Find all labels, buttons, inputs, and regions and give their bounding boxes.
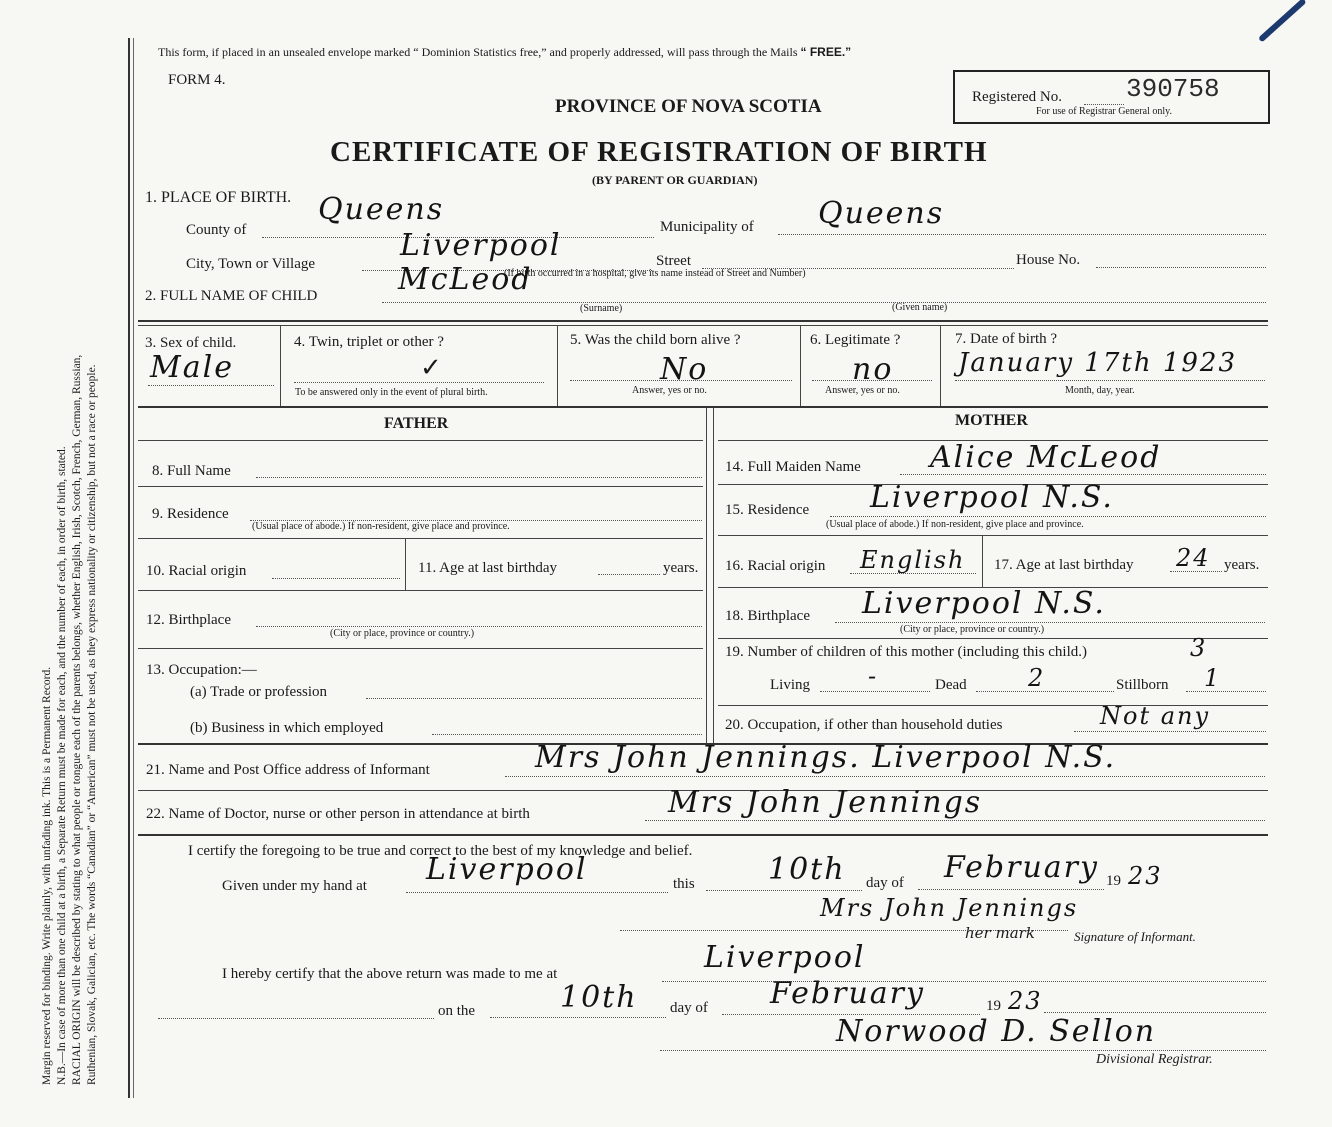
registrar-caption: Divisional Registrar. <box>1096 1052 1213 1067</box>
municipality-value: Queens <box>818 196 945 231</box>
living-label: Living <box>770 677 810 693</box>
father-trade-label: (a) Trade or profession <box>190 684 328 700</box>
page-title: CERTIFICATE OF REGISTRATION OF BIRTH <box>330 136 988 168</box>
side-notes <box>40 55 100 1085</box>
registrar-year-value: 23 <box>1008 987 1043 1015</box>
given-under-label: Given under my hand at <box>222 878 367 894</box>
informant-signature: Mrs John Jennings <box>820 894 1079 922</box>
dead-value: 2 <box>1028 664 1046 692</box>
mother-birthplace-caption: (City or place, province or country.) <box>900 624 1045 635</box>
binding-line-inner <box>133 38 134 1098</box>
margin-note: Margin reserved for binding. Write plainly, with unfading ink. This is a Permanent Record. <box>41 666 53 1085</box>
attendant-value: Mrs John Jennings <box>668 785 983 820</box>
registrar-year-prefix: 19 <box>986 998 1001 1014</box>
this-label: this <box>673 876 695 892</box>
mother-children-value: 3 <box>1190 634 1208 662</box>
informant-signature-caption: Signature of Informant. <box>1074 929 1196 944</box>
father-birthplace-label: 12. Birthplace <box>146 612 231 628</box>
father-age-unit: years. <box>663 560 699 576</box>
father-occupation-label: 13. Occupation:— <box>146 662 257 678</box>
attendant-label: 22. Name of Doctor, nurse or other person in attendance at birth <box>146 806 530 822</box>
informant-label: 21. Name and Post Office address of Informant <box>146 762 430 778</box>
mother-age-label: 17. Age at last birthday <box>994 557 1134 573</box>
house-no-label: House No. <box>1016 252 1081 268</box>
stillborn-label: Stillborn <box>1116 677 1169 693</box>
given-name-caption: (Given name) <box>892 302 948 313</box>
registrar-signature: Norwood D. Sellon <box>836 1014 1157 1049</box>
dob-caption: Month, day, year. <box>1065 385 1135 396</box>
racial-note-1: RACIAL ORIGIN will be described by stating to what people or tongue each of the parents belongs, whether English, Irish, Scotch, French, German, Russian, <box>71 354 83 1085</box>
certify-statement: I certify the foregoing to be true and correct to the best of my knowledge and belief. <box>188 843 693 859</box>
form-number: FORM 4. <box>168 72 226 88</box>
registrar-statement: I hereby certify that the above return was made to me at <box>222 966 558 982</box>
born-alive-label: 5. Was the child born alive ? <box>570 332 741 348</box>
born-alive-caption: Answer, yes or no. <box>632 385 707 396</box>
registrar-month-value: February <box>770 976 925 1011</box>
city-value: Liverpool <box>400 228 562 263</box>
registered-number: 390758 <box>1126 74 1220 104</box>
legitimate-caption: Answer, yes or no. <box>825 385 900 396</box>
father-racial-label: 10. Racial origin <box>146 563 247 579</box>
mother-occupation-value: Not any <box>1100 702 1211 730</box>
twin-value: ✓ <box>420 353 442 382</box>
mother-name-label: 14. Full Maiden Name <box>725 459 861 475</box>
county-value: Queens <box>318 192 445 227</box>
given-month-value: February <box>944 850 1099 885</box>
born-alive-value: No <box>660 352 709 387</box>
mother-birthplace-value: Liverpool N.S. <box>862 586 1106 621</box>
registrar-day-of-label: day of <box>670 1000 708 1016</box>
registered-label: Registered No. <box>972 89 1062 105</box>
registrar-place-value: Liverpool <box>704 940 866 975</box>
place-of-birth-heading: 1. PLACE OF BIRTH. <box>145 189 292 206</box>
living-value: - <box>868 662 879 690</box>
stillborn-value: 1 <box>1204 664 1222 692</box>
binding-line <box>128 38 130 1098</box>
day-of-label: day of <box>866 875 904 891</box>
mother-birthplace-label: 18. Birthplace <box>725 608 810 624</box>
father-heading: FATHER <box>384 415 449 432</box>
given-day-value: 10th <box>768 852 846 887</box>
registrar-use-note: For use of Registrar General only. <box>1036 106 1172 117</box>
legitimate-value: no <box>852 352 894 387</box>
father-age-label: 11. Age at last birthday <box>418 560 557 576</box>
racial-note-2: Ruthenian, Slovak, Galician, etc. The words “Canadian” or “American” must not be used, as they express nationality or citizenship, but not a race or people. <box>86 364 98 1085</box>
mother-age-value: 24 <box>1176 544 1211 572</box>
informant-value: Mrs John Jennings. Liverpool N.S. <box>535 740 1117 775</box>
given-year-value: 23 <box>1128 862 1163 890</box>
pen-mark <box>1258 0 1307 42</box>
mother-name-value: Alice McLeod <box>930 440 1162 475</box>
hospital-note: (If birth occurred in a hospital, give its name instead of Street and Number) <box>504 268 806 279</box>
municipality-label: Municipality of <box>660 219 754 235</box>
county-label: County of <box>186 222 247 238</box>
sex-value: Male <box>150 350 234 385</box>
page-subtitle: (BY PARENT OR GUARDIAN) <box>592 173 758 187</box>
father-name-label: 8. Full Name <box>152 463 231 479</box>
signature-mark: her mark <box>965 924 1035 942</box>
twin-label: 4. Twin, triplet or other ? <box>294 334 444 350</box>
province-heading: PROVINCE OF NOVA SCOTIA <box>555 96 822 117</box>
on-the-label: on the <box>438 1003 476 1019</box>
registrar-day-value: 10th <box>560 980 638 1015</box>
surname-caption: (Surname) <box>580 303 623 314</box>
given-place-value: Liverpool <box>426 852 588 887</box>
child-surname-value: McLeod <box>398 262 533 297</box>
twin-caption: To be answered only in the event of plural birth. <box>295 387 488 398</box>
legitimate-label: 6. Legitimate ? <box>810 332 901 348</box>
father-residence-label: 9. Residence <box>152 506 229 522</box>
mother-age-unit: years. <box>1224 557 1260 573</box>
dead-label: Dead <box>935 677 967 693</box>
mother-racial-label: 16. Racial origin <box>725 558 826 574</box>
mother-residence-label: 15. Residence <box>725 502 810 518</box>
mail-note: This form, if placed in an unsealed envelope marked “ Dominion Statistics free,” and properly addressed, will pass through the Mails “ FREE.” <box>158 45 852 59</box>
father-residence-caption: (Usual place of abode.) If non-resident, give place and province. <box>252 521 510 532</box>
mother-heading: MOTHER <box>955 412 1028 429</box>
dob-label: 7. Date of birth ? <box>955 331 1058 347</box>
given-year-prefix: 19 <box>1106 873 1121 889</box>
street-label: Street <box>656 253 691 269</box>
city-town-village-label: City, Town or Village <box>186 256 316 272</box>
mother-children-label: 19. Number of children of this mother (including this child.) <box>725 644 1088 660</box>
nb-note: N.B.—In case of more than one child at a birth, a Separate Return must be made for each, and the number of each, in order of birth, stated. <box>56 446 68 1085</box>
dob-value: January 17th 1923 <box>958 348 1238 378</box>
mother-racial-value: English <box>860 546 966 574</box>
mother-residence-value: Liverpool N.S. <box>870 480 1114 515</box>
child-name-label: 2. FULL NAME OF CHILD <box>145 288 318 304</box>
sex-label: 3. Sex of child. <box>145 335 237 351</box>
mother-occupation-label: 20. Occupation, if other than household duties <box>725 717 1003 733</box>
father-birthplace-caption: (City or place, province or country.) <box>330 628 475 639</box>
father-business-label: (b) Business in which employed <box>190 720 384 736</box>
mother-residence-caption: (Usual place of abode.) If non-resident, give place and province. <box>826 519 1084 530</box>
